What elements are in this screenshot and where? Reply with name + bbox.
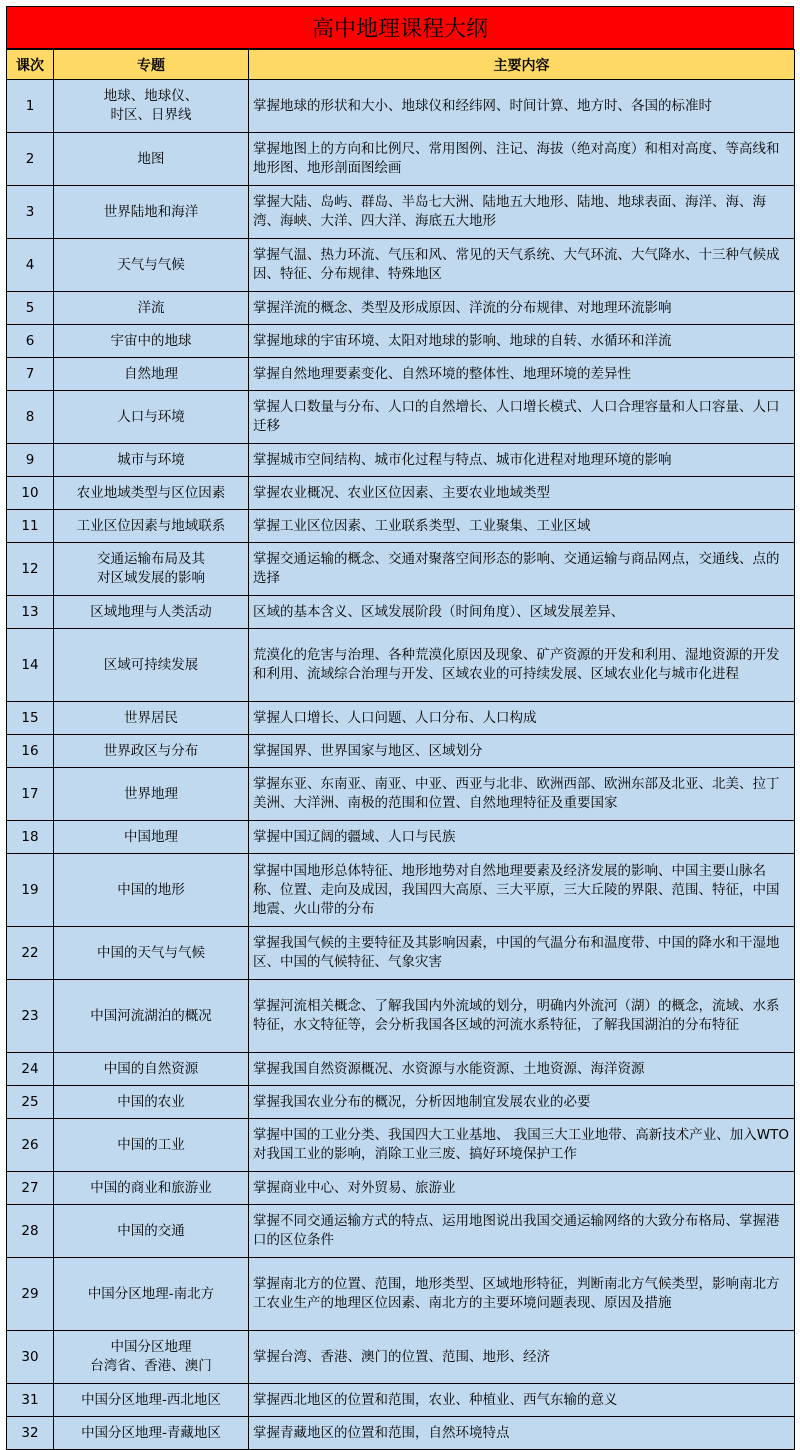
table-row (7, 1053, 795, 1086)
content-cell: 掌握中国辽阔的疆域、人口与民族 (249, 821, 795, 854)
lesson-number-cell: 9 (7, 444, 54, 477)
table-row (7, 821, 795, 854)
content-cell: 掌握农业概况、农业区位因素、主要农业地域类型 (249, 477, 795, 510)
curriculum-sheet (6, 6, 794, 1450)
content-cell: 掌握工业区位因素、工业联系类型、工业聚集、工业区域 (249, 510, 795, 543)
topic-cell: 中国分区地理-青藏地区 (54, 1417, 249, 1450)
content-cell: 掌握城市空间结构、城市化过程与特点、城市化进程对地理环境的影响 (249, 444, 795, 477)
lesson-number-cell: 12 (7, 543, 54, 596)
lesson-number-cell: 32 (7, 1417, 54, 1450)
content-cell: 掌握人口数量与分布、人口的自然增长、人口增长模式、人口合理容量和人口容量、人口迁移 (249, 391, 795, 444)
table-row (7, 1086, 795, 1119)
table-row (7, 133, 795, 186)
lesson-number-cell: 24 (7, 1053, 54, 1086)
lesson-number-cell: 31 (7, 1384, 54, 1417)
topic-cell: 自然地理 (54, 358, 249, 391)
topic-cell: 中国的交通 (54, 1205, 249, 1258)
lesson-number-cell: 3 (7, 186, 54, 239)
curriculum-table (6, 49, 795, 1450)
topic-cell: 中国的工业 (54, 1119, 249, 1172)
topic-cell: 世界政区与分布 (54, 735, 249, 768)
table-row (7, 1417, 795, 1450)
header-lesson-number: 课次 (7, 50, 54, 80)
table-row (7, 1119, 795, 1172)
table-row (7, 629, 795, 702)
lesson-number-cell: 1 (7, 80, 54, 133)
topic-cell: 地图 (54, 133, 249, 186)
topic-cell: 农业地域类型与区位因素 (54, 477, 249, 510)
header-content: 主要内容 (249, 50, 795, 80)
table-row (7, 854, 795, 927)
content-cell: 掌握国界、世界国家与地区、区域划分 (249, 735, 795, 768)
content-cell: 掌握不同交通运输方式的特点、运用地图说出我国交通运输网络的大致分布格局、掌握港口的区位条件 (249, 1205, 795, 1258)
topic-cell: 中国的商业和旅游业 (54, 1172, 249, 1205)
page-title: 高中地理课程大纲 (6, 6, 794, 49)
lesson-number-cell: 5 (7, 292, 54, 325)
topic-cell: 中国的地形 (54, 854, 249, 927)
lesson-number-cell: 28 (7, 1205, 54, 1258)
header-row (7, 50, 795, 80)
topic-cell: 中国地理 (54, 821, 249, 854)
topic-cell: 中国的天气与气候 (54, 927, 249, 980)
table-row (7, 391, 795, 444)
content-cell: 掌握大陆、岛屿、群岛、半岛七大洲、陆地五大地形、陆地、地球表面、海洋、海、海湾、海峡、大洋、四大洋、海底五大地形 (249, 186, 795, 239)
topic-cell: 世界陆地和海洋 (54, 186, 249, 239)
topic-cell: 交通运输布局及其 对区域发展的影响 (54, 543, 249, 596)
table-row (7, 477, 795, 510)
content-cell: 区域的基本含义、区域发展阶段（时间角度）、区域发展差异、 (249, 596, 795, 629)
lesson-number-cell: 25 (7, 1086, 54, 1119)
lesson-number-cell: 23 (7, 980, 54, 1053)
topic-cell: 地球、地球仪、 时区、日界线 (54, 80, 249, 133)
table-row (7, 239, 795, 292)
lesson-number-cell: 22 (7, 927, 54, 980)
lesson-number-cell: 27 (7, 1172, 54, 1205)
table-row (7, 543, 795, 596)
lesson-number-cell: 30 (7, 1331, 54, 1384)
lesson-number-cell: 6 (7, 325, 54, 358)
content-cell: 掌握气温、热力环流、气压和风、常见的天气系统、大气环流、大气降水、十三种气候成因、特征、分布规律、特殊地区 (249, 239, 795, 292)
topic-cell: 工业区位因素与地域联系 (54, 510, 249, 543)
table-row (7, 1172, 795, 1205)
lesson-number-cell: 29 (7, 1258, 54, 1331)
topic-cell: 中国河流湖泊的概况 (54, 980, 249, 1053)
content-cell: 掌握商业中心、对外贸易、旅游业 (249, 1172, 795, 1205)
content-cell: 掌握地球的宇宙环境、太阳对地球的影响、地球的自转、水循环和洋流 (249, 325, 795, 358)
content-cell: 掌握东亚、东南亚、南亚、中亚、西亚与北非、欧洲西部、欧洲东部及北亚、北美、拉丁美洲、大洋洲、南极的范围和位置、自然地理特征及重要国家 (249, 768, 795, 821)
table-row (7, 292, 795, 325)
table-row (7, 596, 795, 629)
topic-cell: 中国的农业 (54, 1086, 249, 1119)
lesson-number-cell: 18 (7, 821, 54, 854)
topic-cell: 中国的自然资源 (54, 1053, 249, 1086)
table-row (7, 1258, 795, 1331)
topic-cell: 中国分区地理-西北地区 (54, 1384, 249, 1417)
topic-cell: 中国分区地理 台湾省、香港、澳门 (54, 1331, 249, 1384)
topic-cell: 洋流 (54, 292, 249, 325)
table-row (7, 358, 795, 391)
lesson-number-cell: 2 (7, 133, 54, 186)
lesson-number-cell: 11 (7, 510, 54, 543)
content-cell: 掌握我国自然资源概况、水资源与水能资源、土地资源、海洋资源 (249, 1053, 795, 1086)
content-cell: 掌握青藏地区的位置和范围，自然环境特点 (249, 1417, 795, 1450)
lesson-number-cell: 17 (7, 768, 54, 821)
table-row (7, 735, 795, 768)
topic-cell: 人口与环境 (54, 391, 249, 444)
content-cell: 掌握地图上的方向和比例尺、常用图例、注记、海拔（绝对高度）和相对高度、等高线和地形图、地形剖面图绘画 (249, 133, 795, 186)
table-row (7, 325, 795, 358)
lesson-number-cell: 14 (7, 629, 54, 702)
topic-cell: 区域可持续发展 (54, 629, 249, 702)
table-row (7, 702, 795, 735)
topic-cell: 宇宙中的地球 (54, 325, 249, 358)
table-row (7, 510, 795, 543)
lesson-number-cell: 16 (7, 735, 54, 768)
content-cell: 掌握南北方的位置、范围，地形类型、区域地形特征，判断南北方气候类型，影响南北方工农业生产的地理区位因素、南北方的主要环境问题表现、原因及措施 (249, 1258, 795, 1331)
table-row (7, 1205, 795, 1258)
header-topic: 专题 (54, 50, 249, 80)
table-row (7, 768, 795, 821)
lesson-number-cell: 19 (7, 854, 54, 927)
content-cell: 掌握中国地形总体特征、地形地势对自然地理要素及经济发展的影响、中国主要山脉名称、位置、走向及成因，我国四大高原、三大平原，三大丘陵的界限、范围、特征，中国地震、火山带的分布 (249, 854, 795, 927)
table-row (7, 927, 795, 980)
content-cell: 掌握交通运输的概念、交通对聚落空间形态的影响、交通运输与商品网点，交通线、点的选择 (249, 543, 795, 596)
table-row (7, 444, 795, 477)
table-row (7, 186, 795, 239)
content-cell: 掌握自然地理要素变化、自然环境的整体性、地理环境的差异性 (249, 358, 795, 391)
content-cell: 掌握我国农业分布的概况，分析因地制宜发展农业的必要 (249, 1086, 795, 1119)
topic-cell: 城市与环境 (54, 444, 249, 477)
content-cell: 掌握河流相关概念、了解我国内外流域的划分，明确内外流河（湖）的概念，流域、水系特征，水文特征等，会分析我国各区域的河流水系特征，了解我国湖泊的分布特征 (249, 980, 795, 1053)
topic-cell: 世界居民 (54, 702, 249, 735)
content-cell: 掌握中国的工业分类、我国四大工业基地、 我国三大工业地带、高新技术产业、加入WTO对我国工业的影响，消除工业三废、搞好环境保护工作 (249, 1119, 795, 1172)
content-cell: 掌握人口增长、人口问题、人口分布、人口构成 (249, 702, 795, 735)
content-cell: 荒漠化的危害与治理、各种荒漠化原因及现象、矿产资源的开发和利用、湿地资源的开发和利用、流域综合治理与开发、区域农业的可持续发展、区域农业化与城市化进程 (249, 629, 795, 702)
content-cell: 掌握西北地区的位置和范围，农业、种植业、西气东输的意义 (249, 1384, 795, 1417)
lesson-number-cell: 7 (7, 358, 54, 391)
content-cell: 掌握洋流的概念、类型及形成原因、洋流的分布规律、对地理环流影响 (249, 292, 795, 325)
content-cell: 掌握地球的形状和大小、地球仪和经纬网、时间计算、地方时、各国的标准时 (249, 80, 795, 133)
content-cell: 掌握我国气候的主要特征及其影响因素，中国的气温分布和温度带、中国的降水和干湿地区、中国的气候特征、气象灾害 (249, 927, 795, 980)
lesson-number-cell: 8 (7, 391, 54, 444)
topic-cell: 中国分区地理-南北方 (54, 1258, 249, 1331)
topic-cell: 区域地理与人类活动 (54, 596, 249, 629)
topic-cell: 世界地理 (54, 768, 249, 821)
lesson-number-cell: 10 (7, 477, 54, 510)
lesson-number-cell: 15 (7, 702, 54, 735)
content-cell: 掌握台湾、香港、澳门的位置、范围、地形、经济 (249, 1331, 795, 1384)
table-row (7, 80, 795, 133)
topic-cell: 天气与气候 (54, 239, 249, 292)
lesson-number-cell: 4 (7, 239, 54, 292)
table-row (7, 980, 795, 1053)
lesson-number-cell: 26 (7, 1119, 54, 1172)
lesson-number-cell: 13 (7, 596, 54, 629)
table-row (7, 1331, 795, 1384)
table-row (7, 1384, 795, 1417)
